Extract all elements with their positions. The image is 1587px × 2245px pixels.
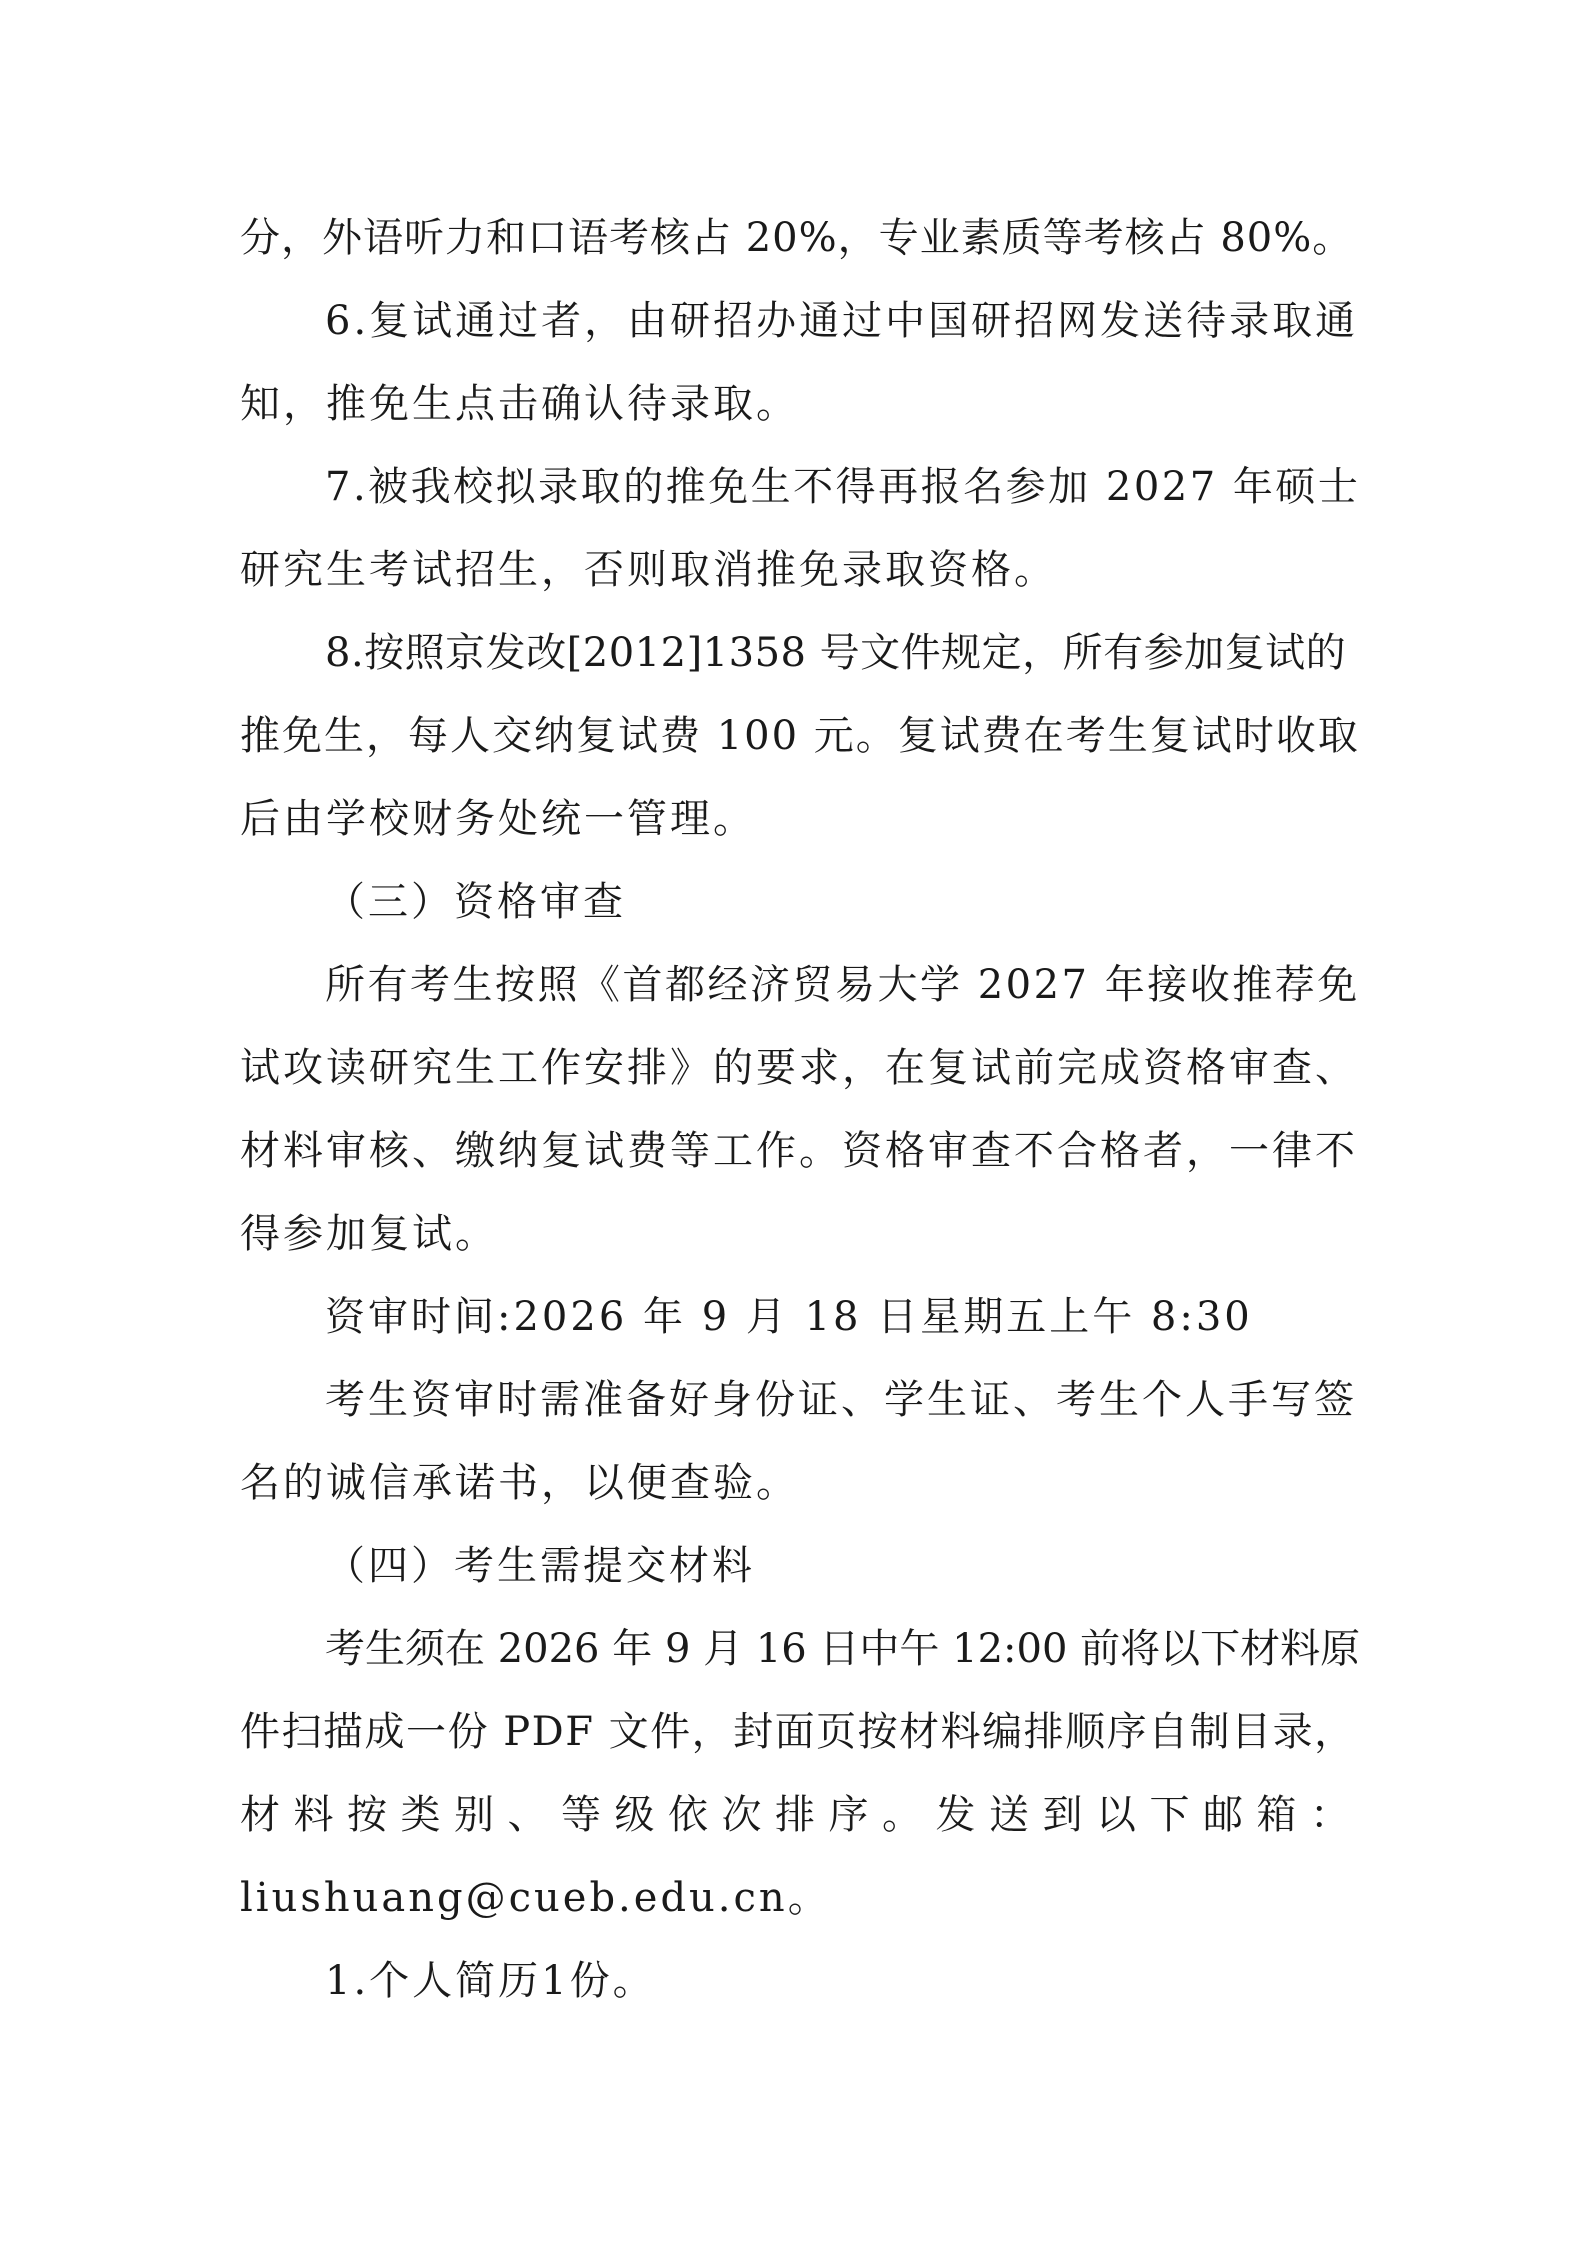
review-time-line: 资审时间:2026 年 9 月 18 日星期五上午 8:30	[325, 1294, 1253, 1340]
text-line: 得参加复试。	[240, 1211, 498, 1257]
text-line-justified: 材 料 按 类 别 、 等 级 依 次 排 序 。 发 送 到 以 下 邮 箱 ：	[240, 1792, 1350, 1838]
list-item-6: 6.复试通过者，由研招办通过中国研招网发送待录取通	[325, 298, 1359, 344]
list-item-8: 8.按照京发改[2012]1358 号文件规定，所有参加复试的	[325, 630, 1347, 676]
paragraph-start: 所有考生按照《首都经济贸易大学 2027 年接收推荐免	[325, 962, 1360, 1008]
text-line: 后由学校财务处统一管理。	[240, 796, 756, 842]
text-line: 材料审核、缴纳复试费等工作。资格审查不合格者，一律不	[240, 1128, 1358, 1174]
text-line: 分，外语听力和口语考核占 20%，专业素质等考核占 80%。	[240, 215, 1354, 261]
list-item-1: 1.个人简历1份。	[325, 1958, 656, 2004]
text-line: 名的诚信承诺书，以便查验。	[240, 1460, 799, 1506]
email-address: liushuang@cueb.edu.cn。	[240, 1875, 831, 1921]
text-line: 研究生考试招生，否则取消推免录取资格。	[240, 547, 1057, 593]
section-heading-qualification-review: （三）资格审查	[325, 879, 626, 925]
list-item-7: 7.被我校拟录取的推免生不得再报名参加 2027 年硕士	[325, 464, 1361, 510]
text-line: 件扫描成一份 PDF 文件，封面页按材料编排顺序自制目录，	[240, 1709, 1356, 1755]
text-line: 试攻读研究生工作安排》的要求，在复试前完成资格审查、	[240, 1045, 1358, 1091]
paragraph-start: 考生资审时需准备好身份证、学生证、考生个人手写签	[325, 1377, 1357, 1423]
text-line: 推免生，每人交纳复试费 100 元。复试费在考生复试时收取	[240, 713, 1360, 759]
paragraph-start: 考生须在 2026 年 9 月 16 日中午 12:00 前将以下材料原	[325, 1626, 1361, 1672]
section-heading-materials: （四）考生需提交材料	[325, 1543, 755, 1589]
text-line: 知，推免生点击确认待录取。	[240, 381, 799, 427]
